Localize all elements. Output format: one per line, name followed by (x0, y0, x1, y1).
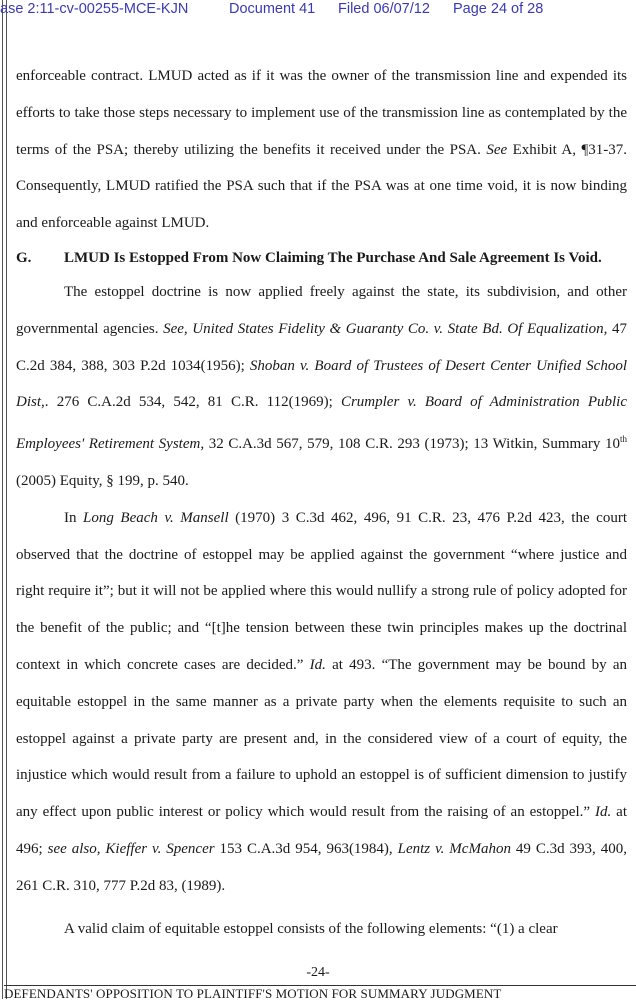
body-text: A valid claim of equitable estoppel consists of the following elements: “(1) a clear (64, 920, 558, 937)
section-heading (16, 249, 627, 268)
body-text: at 493. “The government may be bound by an equitable estoppel in the same manner as a private party when the elements requisite to such an estoppel against a private party are present and, in the considered view of a court of equity, the injustice which would result from a failure to uphold an estoppel is of sufficient dimension to justify any effect upon public interest or policy which would result from the raising of an estoppel.” (16, 656, 628, 821)
body-text: enforceable contract. LMUD acted as if it was the owner of the transmission line and expended its efforts to take those steps necessary to implement use of the transmission line as contemplated by the terms of the PSA; thereby utilizing the benefits it received under the PSA. (16, 68, 627, 158)
citation-text: Crumpler v. Board of Administration Public Employees' Retirement System, (16, 394, 627, 453)
paragraph (16, 911, 627, 948)
body-text: The estoppel doctrine is now applied freely against the state, its subdivision, and other governmental agencies. (16, 283, 627, 337)
body-text: In (64, 509, 84, 526)
document-body (16, 58, 627, 947)
citation-text: See, United States Fidelity & Guaranty Co. v. State Bd. Of Equalization, (163, 320, 608, 337)
case-number: ase 2:11-cv-00255-MCE-KJN (0, 1, 189, 17)
section-title: LMUD Is Estopped From Now Claiming The Purchase And Sale Agreement Is Void. (64, 249, 602, 266)
citation-text: Id. (309, 656, 326, 673)
body-text: . 276 C.A.2d 534, 542, 81 C.R. 112(1969); (44, 394, 341, 411)
body-text: 32 C.A.3d 567, 579, 108 C.R. 293 (1973); 13 Witkin, Summary 10 (204, 436, 620, 453)
document-header (0, 0, 636, 22)
body-text: 47 C.2d 384, 388, 303 P.2d 1034(1956); (16, 320, 628, 374)
body-text: 49 C.3d 393, 400, 261 C.R. 310, 777 P.2d 83, (1989). (16, 840, 627, 894)
citation-text: Shoban v. Board of Trustees of Desert Center Unified School Dist, (16, 357, 628, 411)
document-number: Document 41 (229, 1, 316, 17)
body-text: Exhibit A, ¶31-37. Consequently, LMUD ratified the PSA such that if the PSA was at one time void, it is now binding and enforceable against LMUD. (16, 141, 627, 232)
filed-date: Filed 06/07/12 (338, 1, 430, 17)
paragraph (16, 58, 627, 242)
left-margin-line-inner (6, 0, 7, 999)
section-letter: G. (16, 249, 32, 266)
paragraph (16, 274, 627, 500)
body-text: 153 C.A.3d 954, 963(1984), (214, 840, 398, 857)
body-text: (2005) Equity, § 199, p. 540. (16, 472, 189, 489)
paragraph (16, 500, 627, 905)
page-number: -24- (306, 965, 330, 980)
citation-text: Long Beach v. Mansell (83, 509, 229, 526)
left-margin-line (2, 0, 3, 999)
citation-text: see also, Kieffer v. Spencer (47, 840, 215, 857)
footer-title: DEFENDANTS' OPPOSITION TO PLAINTIFF'S MOTION FOR SUMMARY JUDGMENT (4, 986, 502, 1001)
citation-text: Id. (594, 804, 612, 821)
body-text: at 496; (16, 804, 627, 857)
superscript-text: th (619, 434, 627, 445)
citation-text: See (486, 141, 508, 158)
body-text: (1970) 3 C.3d 462, 496, 91 C.R. 23, 476 P.2d 423, the court observed that the doctrine of estoppel may be applied against the government “where justice and right require it”; but it will not be applied where this would nullify a strong rule of policy adopted for the benefit of the public; and “[t]he tension between these twin principles makes up the doctrinal context in which concrete cases are decided.” (16, 509, 627, 673)
page-indicator: Page 24 of 28 (453, 1, 544, 17)
citation-text: Lentz v. McMahon (397, 840, 511, 857)
